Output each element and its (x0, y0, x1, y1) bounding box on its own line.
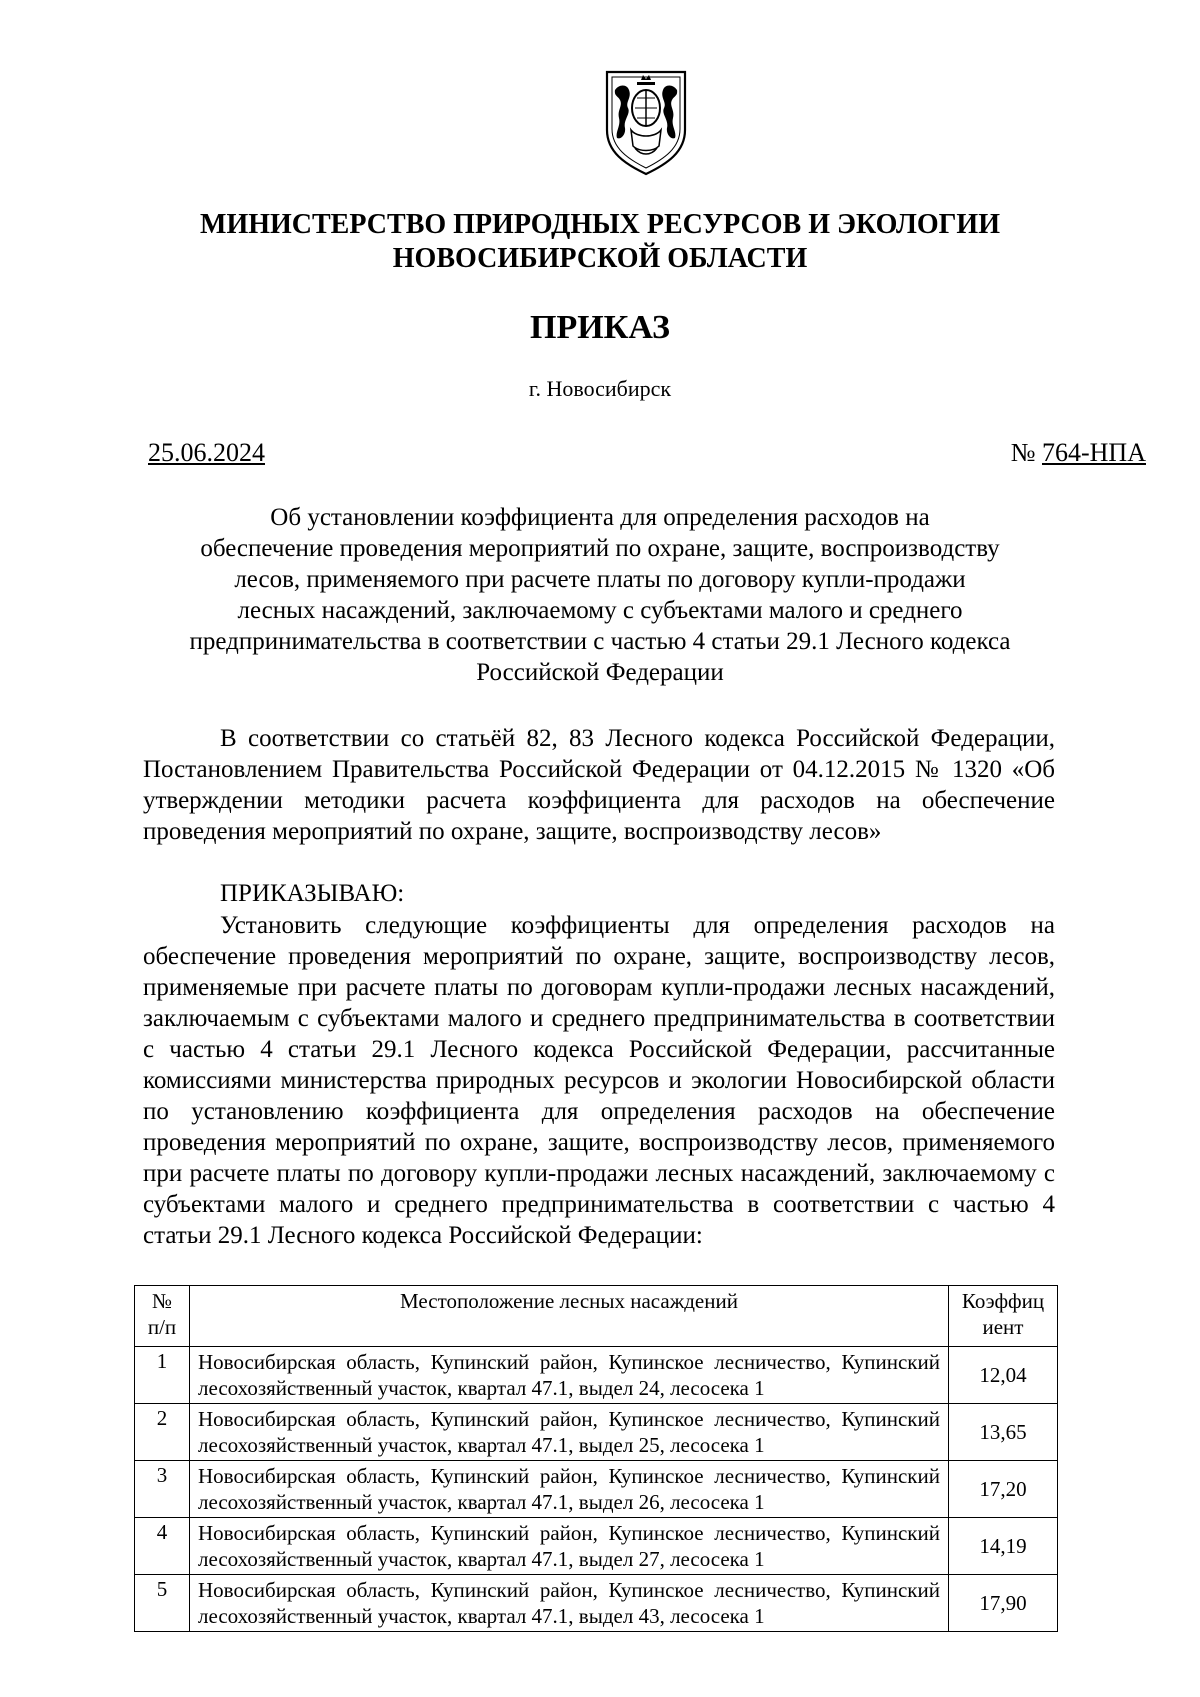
row-coefficient: 17,90 (949, 1575, 1058, 1632)
table-row (135, 1461, 1058, 1518)
row-number: 3 (135, 1461, 190, 1518)
document-type: ПРИКАЗ (530, 309, 670, 346)
order-subject-line: Об установлении коэффициента для определения расходов на (270, 504, 930, 531)
legal-basis-paragraph: В соответствии со статьёй 82, 83 Лесного кодекса Российской Федерации, Постановлением Правительства Российской Федерации от 04.12.2015 № 1320 «Об утверждении методики расчета коэффициента для расходов на обеспечение проведения мероприятий по охране, защите, воспроизводству лесов» (143, 725, 1055, 845)
row-number: 2 (135, 1404, 190, 1461)
order-number-value: 764-НПА (1042, 438, 1146, 467)
order-number-prefix: № (1010, 438, 1042, 467)
order-subject (150, 502, 1050, 688)
table-row (135, 1347, 1058, 1404)
row-location: Новосибирская область, Купинский район, Купинское лесничество, Купинский лесохозяйственный участок, квартал 47.1, выдел 27, лесосека 1 (190, 1518, 949, 1575)
order-word: ПРИКАЗЫВАЮ: (220, 880, 405, 907)
order-subject-line: лесных насаждений, заключаемому с субъектами малого и среднего (237, 597, 963, 624)
row-coefficient: 12,04 (949, 1347, 1058, 1404)
header-coefficient-line2: иент (982, 1315, 1024, 1339)
row-coefficient: 17,20 (949, 1461, 1058, 1518)
row-number: 5 (135, 1575, 190, 1632)
order-subject-line: лесов, применяемого при расчете платы по договору купли-продажи (234, 566, 966, 593)
ministry-title-line1: МИНИСТЕРСТВО ПРИРОДНЫХ РЕСУРСОВ И ЭКОЛОГИИ (200, 209, 1000, 240)
table-row (135, 1518, 1058, 1575)
row-location: Новосибирская область, Купинский район, Купинское лесничество, Купинский лесохозяйственный участок, квартал 47.1, выдел 26, лесосека 1 (190, 1461, 949, 1518)
header-location: Местоположение лесных насаждений (190, 1286, 949, 1347)
header-number (135, 1286, 190, 1347)
header-number-line1: № (151, 1289, 173, 1313)
order-body-paragraph: Установить следующие коэффициенты для определения расходов на обеспечение проведения мероприятий по охране, защите, воспроизводству лесов, применяемые при расчете платы по договорам купли-продажи лесных насаждений, заключаемым с субъектами малого и среднего предпринимательства в соответствии с частью 4 статьи 29.1 Лесного кодекса Российской Федерации, рассчитанные комиссиями министерства природных ресурсов и экологии Новосибирской области по установлению коэффициента для определения расходов на обеспечение проведения мероприятий по охране, защите, воспроизводству лесов, применяемого при расчете платы по договору купли-продажи лесных насаждений, заключаемому с субъектами малого и среднего предпринимательства в соответствии с частью 4 статьи 29.1 Лесного кодекса Российской Федерации: (143, 912, 1055, 1249)
coat-of-arms-emblem (601, 68, 691, 178)
row-coefficient: 14,19 (949, 1518, 1058, 1575)
table-header-row (135, 1286, 1058, 1347)
row-number: 4 (135, 1518, 190, 1575)
order-subject-line: обеспечение проведения мероприятий по охране, защите, воспроизводству (200, 535, 1000, 562)
table-row (135, 1404, 1058, 1461)
row-location: Новосибирская область, Купинский район, Купинское лесничество, Купинский лесохозяйственный участок, квартал 47.1, выдел 24, лесосека 1 (190, 1347, 949, 1404)
coefficients-table (134, 1285, 1058, 1632)
coat-of-arms-icon (601, 68, 691, 178)
header-number-line2: п/п (147, 1315, 177, 1339)
order-subject-line: предпринимательства в соответствии с частью 4 статьи 29.1 Лесного кодекса (189, 628, 1011, 655)
row-number: 1 (135, 1347, 190, 1404)
order-subject-line: Российской Федерации (476, 659, 724, 686)
header-coefficient-line1: Коэффиц (961, 1289, 1045, 1313)
row-location: Новосибирская область, Купинский район, Купинское лесничество, Купинский лесохозяйственный участок, квартал 47.1, выдел 25, лесосека 1 (190, 1404, 949, 1461)
table-row (135, 1575, 1058, 1632)
order-date: 25.06.2024 (148, 438, 265, 467)
city: г. Новосибирск (528, 376, 672, 401)
header-coefficient (949, 1286, 1058, 1347)
row-coefficient: 13,65 (949, 1404, 1058, 1461)
ministry-title-line2: НОВОСИБИРСКОЙ ОБЛАСТИ (392, 243, 808, 274)
ministry-title (140, 208, 1060, 276)
row-location: Новосибирская область, Купинский район, Купинское лесничество, Купинский лесохозяйственный участок, квартал 47.1, выдел 43, лесосека 1 (190, 1575, 949, 1632)
order-number (1011, 438, 1146, 468)
